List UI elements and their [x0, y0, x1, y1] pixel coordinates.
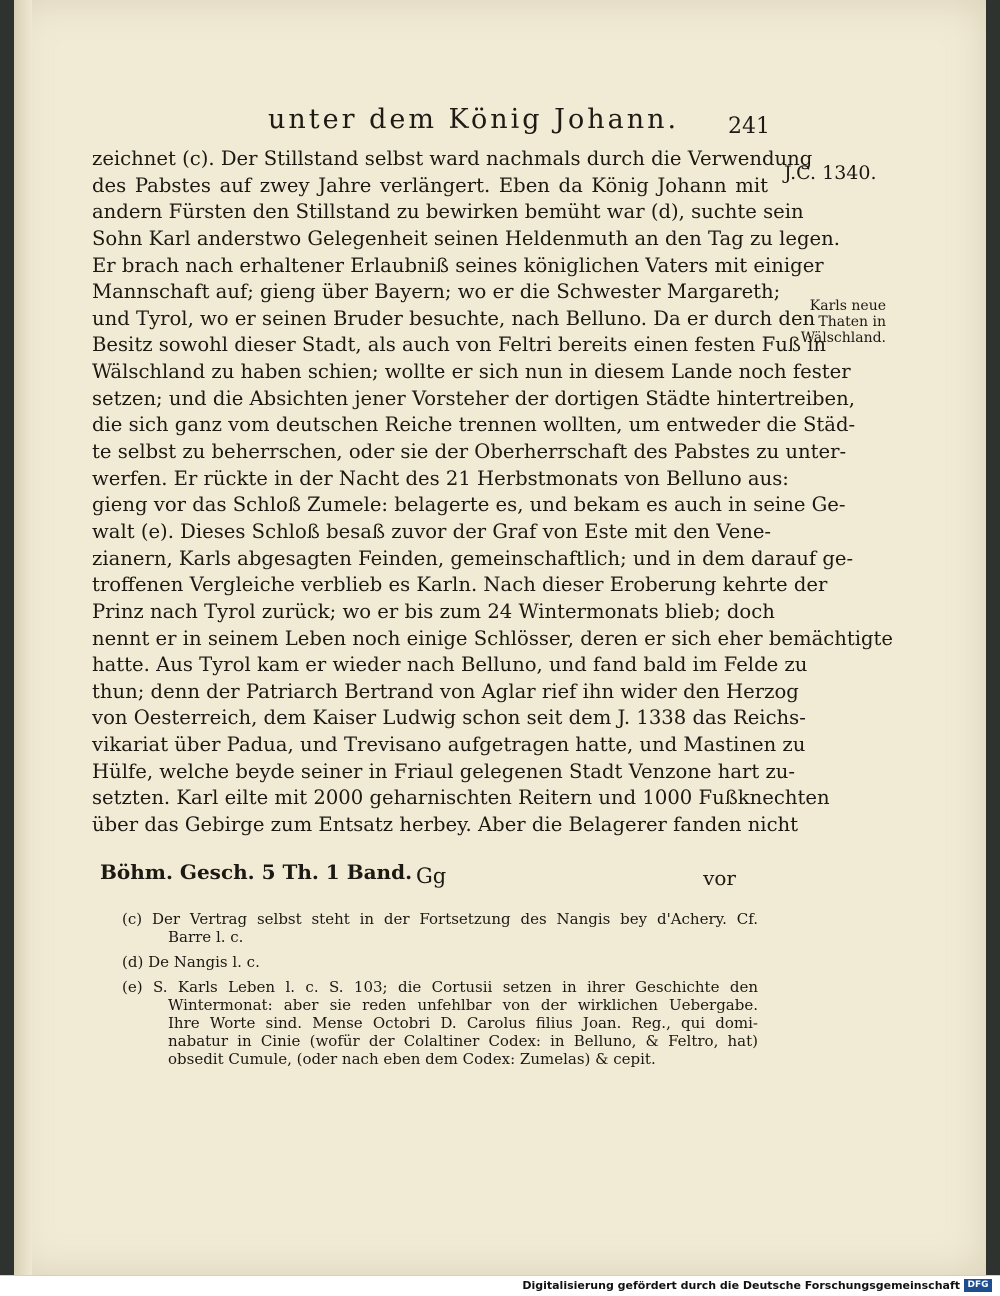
body-line: des Pabstes auf zwey Jahre verlängert. Eben da König Johann mit: [92, 173, 768, 197]
body-line: zeichnet (c). Der Stillstand selbst ward nachmals durch die Verwendung: [92, 147, 813, 170]
body-line: werfen. Er rückte in der Nacht des 21 Herbstmonats von Belluno aus:: [92, 466, 789, 490]
dfg-logo: DFG: [964, 1279, 992, 1292]
running-head: unter dem König Johann.: [268, 104, 680, 135]
body-line: Wälschland zu haben schien; wollte er sich nun in diesem Lande noch fester: [92, 360, 851, 384]
margin-year: J.C. 1340.: [784, 162, 877, 184]
footnote-line: (d) De Nangis l. c.: [122, 953, 260, 971]
body-line: zianern, Karls abgesagten Feinden, gemeinschaftlich; und in dem darauf ge-: [92, 546, 854, 570]
body-line: und Tyrol, wo er seinen Bruder besuchte, nach Belluno. Da er durch den: [92, 306, 816, 330]
margin-note-line: Karls neue: [809, 298, 886, 314]
footnote-line: (e) S. Karls Leben l. c. S. 103; die Cortusii setzen in ihrer Geschichte den: [122, 978, 758, 996]
footnote-line: (c) Der Vertrag selbst steht in der Fortsetzung des Nangis bey d'Achery. Cf.: [122, 910, 758, 928]
footnote-line: nabatur in Cinie (wofür der Colaltiner Codex: in Belluno, & Feltro, hat): [168, 1032, 758, 1050]
footnote-line: obsedit Cumule, (oder nach eben dem Codex: Zumelas) & cepit.: [168, 1050, 656, 1068]
body-line: Prinz nach Tyrol zurück; wo er bis zum 24 Wintermonats blieb; doch: [92, 599, 775, 623]
body-line: te selbst zu beherrschen, oder sie der Oberherrschaft des Pabstes zu unter-: [92, 440, 847, 464]
footnote: [122, 910, 758, 946]
body-line: die sich ganz vom deutschen Reiche trennen wollten, um entweder die Städ-: [92, 413, 856, 437]
body-line: andern Fürsten den Stillstand zu bewirken bemüht war (d), suchte sein: [92, 200, 804, 224]
bibliographic-signature: Böhm. Gesch. 5 Th. 1 Band.: [100, 860, 413, 884]
margin-note-line: Thaten in: [818, 314, 886, 330]
footnote: [122, 953, 758, 971]
body-line: nennt er in seinem Leben noch einige Schlösser, deren er sich eher bemächtigte: [92, 626, 894, 650]
margin-note: [774, 298, 886, 346]
margin-note-line: Wälschland.: [800, 330, 886, 346]
body-line: vikariat über Padua, und Trevisano aufgetragen hatte, und Mastinen zu: [92, 733, 806, 757]
body-line: Er brach nach erhaltener Erlaubniß seines königlichen Vaters mit einiger: [92, 253, 824, 277]
body-line: Besitz sowohl dieser Stadt, als auch von Feltri bereits einen festen Fuß in: [92, 333, 827, 357]
footer-credit: Digitalisierung gefördert durch die Deutsche Forschungsgemeinschaft: [522, 1279, 960, 1292]
footnote: [122, 978, 758, 1068]
body-line: Hülfe, welche beyde seiner in Friaul gelegenen Stadt Venzone hart zu-: [92, 759, 796, 783]
body-line: gieng vor das Schloß Zumele: belagerte es, und bekam es auch in seine Ge-: [92, 493, 846, 517]
signature-line: [100, 860, 736, 888]
footnote-line: Barre l. c.: [168, 928, 244, 946]
body-line: thun; denn der Patriarch Bertrand von Aglar rief ihn wider den Herzog: [92, 679, 799, 703]
body-line: Sohn Karl anderstwo Gelegenheit seinen Heldenmuth an den Tag zu legen.: [92, 226, 840, 250]
page-gutter: [14, 0, 32, 1275]
body-line: setzen; und die Absichten jener Vorsteher der dortigen Städte hintertreiben,: [92, 386, 855, 410]
page-number: 241: [728, 114, 770, 139]
catchword: vor: [703, 866, 736, 890]
footnote-line: Wintermonat: aber sie reden unfehlbar von der wirklichen Uebergabe.: [168, 996, 758, 1014]
body-line: von Oesterreich, dem Kaiser Ludwig schon seit dem J. 1338 das Reichs-: [92, 706, 806, 730]
body-line: über das Gebirge zum Entsatz herbey. Aber die Belagerer fanden nicht: [92, 813, 799, 837]
body-line: hatte. Aus Tyrol kam er wieder nach Belluno, und fand bald im Felde zu: [92, 653, 808, 677]
body-line: troffenen Vergleiche verblieb es Karln. Nach dieser Eroberung kehrte der: [92, 573, 828, 597]
body-line: Mannschaft auf; gieng über Bayern; wo er die Schwester Margareth;: [92, 280, 781, 304]
body-line: walt (e). Dieses Schloß besaß zuvor der Graf von Este mit den Vene-: [92, 519, 772, 543]
footer-bar: [0, 1275, 1000, 1296]
body-line: setzten. Karl eilte mit 2000 geharnischten Reitern und 1000 Fußknechten: [92, 786, 830, 810]
footnote-line: Ihre Worte sind. Mense Octobri D. Carolus filius Joan. Reg., qui domi-: [168, 1014, 758, 1032]
footnotes: [122, 910, 758, 1075]
signature-mark: Gg: [416, 864, 447, 888]
